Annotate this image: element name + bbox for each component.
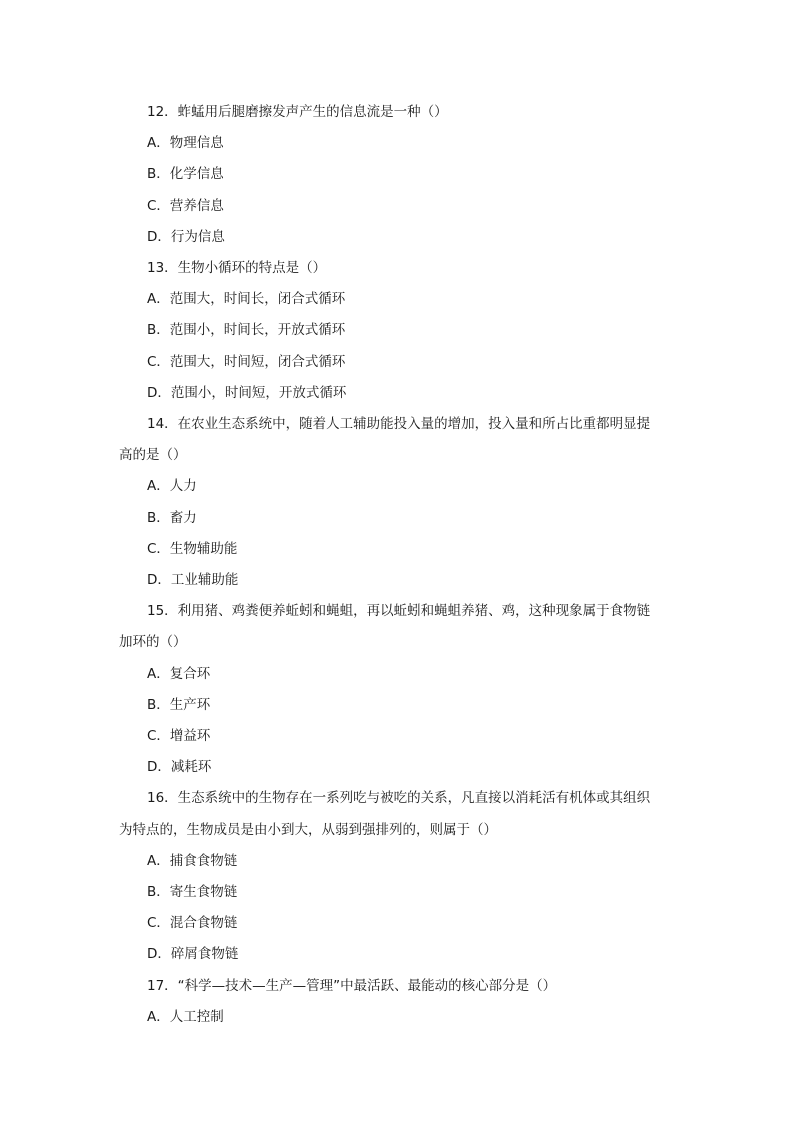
question-16-stem-continuation: 为特点的，生物成员是由小到大，从弱到强排列的，则属于（） [119,822,497,838]
question-14-stem-continuation: 高的是（） [119,447,187,463]
question-17-option-a: A．人工控制 [147,1009,224,1025]
question-12-option-b: B．化学信息 [147,166,224,182]
question-16-option-c: C．混合食物链 [147,915,238,931]
question-16-option-b: B．寄生食物链 [147,884,238,900]
question-16-option-d: D．碎屑食物链 [147,946,239,962]
question-17-stem: 17．“科学—技术—生产—管理”中最活跃、最能动的核心部分是（） [147,978,557,994]
question-13-option-b: B．范围小，时间长，开放式循环 [147,322,346,338]
question-14-option-b: B．畜力 [147,510,197,526]
question-12-option-c: C．营养信息 [147,198,224,214]
question-12-option-a: A．物理信息 [147,135,224,151]
question-15-option-a: A．复合环 [147,666,211,682]
question-12-stem: 12．蚱蜢用后腿磨擦发声产生的信息流是一种（） [147,104,448,120]
question-15-stem: 15．利用猪、鸡粪便养蚯蚓和蝇蛆，再以蚯蚓和蝇蛆养猪、鸡，这种现象属于食物链 [147,603,651,619]
question-15-option-d: D．减耗环 [147,759,212,775]
question-13-option-a: A．范围大，时间长，闭合式循环 [147,291,346,307]
question-14-stem: 14．在农业生态系统中，随着人工辅助能投入量的增加，投入量和所占比重都明显提 [147,416,651,432]
question-13-stem: 13．生物小循环的特点是（） [147,260,327,276]
question-13-option-d: D．范围小，时间短，开放式循环 [147,385,347,401]
question-12-option-d: D．行为信息 [147,229,225,245]
question-14-option-c: C．生物辅助能 [147,541,238,557]
question-16-option-a: A．捕食食物链 [147,853,238,869]
question-14-option-a: A．人力 [147,478,197,494]
question-15-stem-continuation: 加环的（） [119,634,187,650]
question-13-option-c: C．范围大，时间短，闭合式循环 [147,354,346,370]
question-15-option-b: B．生产环 [147,697,211,713]
question-16-stem: 16．生态系统中的生物存在一系列吃与被吃的关系，凡直接以消耗活有机体或其组织 [147,790,651,806]
question-15-option-c: C．增益环 [147,728,211,744]
question-14-option-d: D．工业辅助能 [147,572,239,588]
